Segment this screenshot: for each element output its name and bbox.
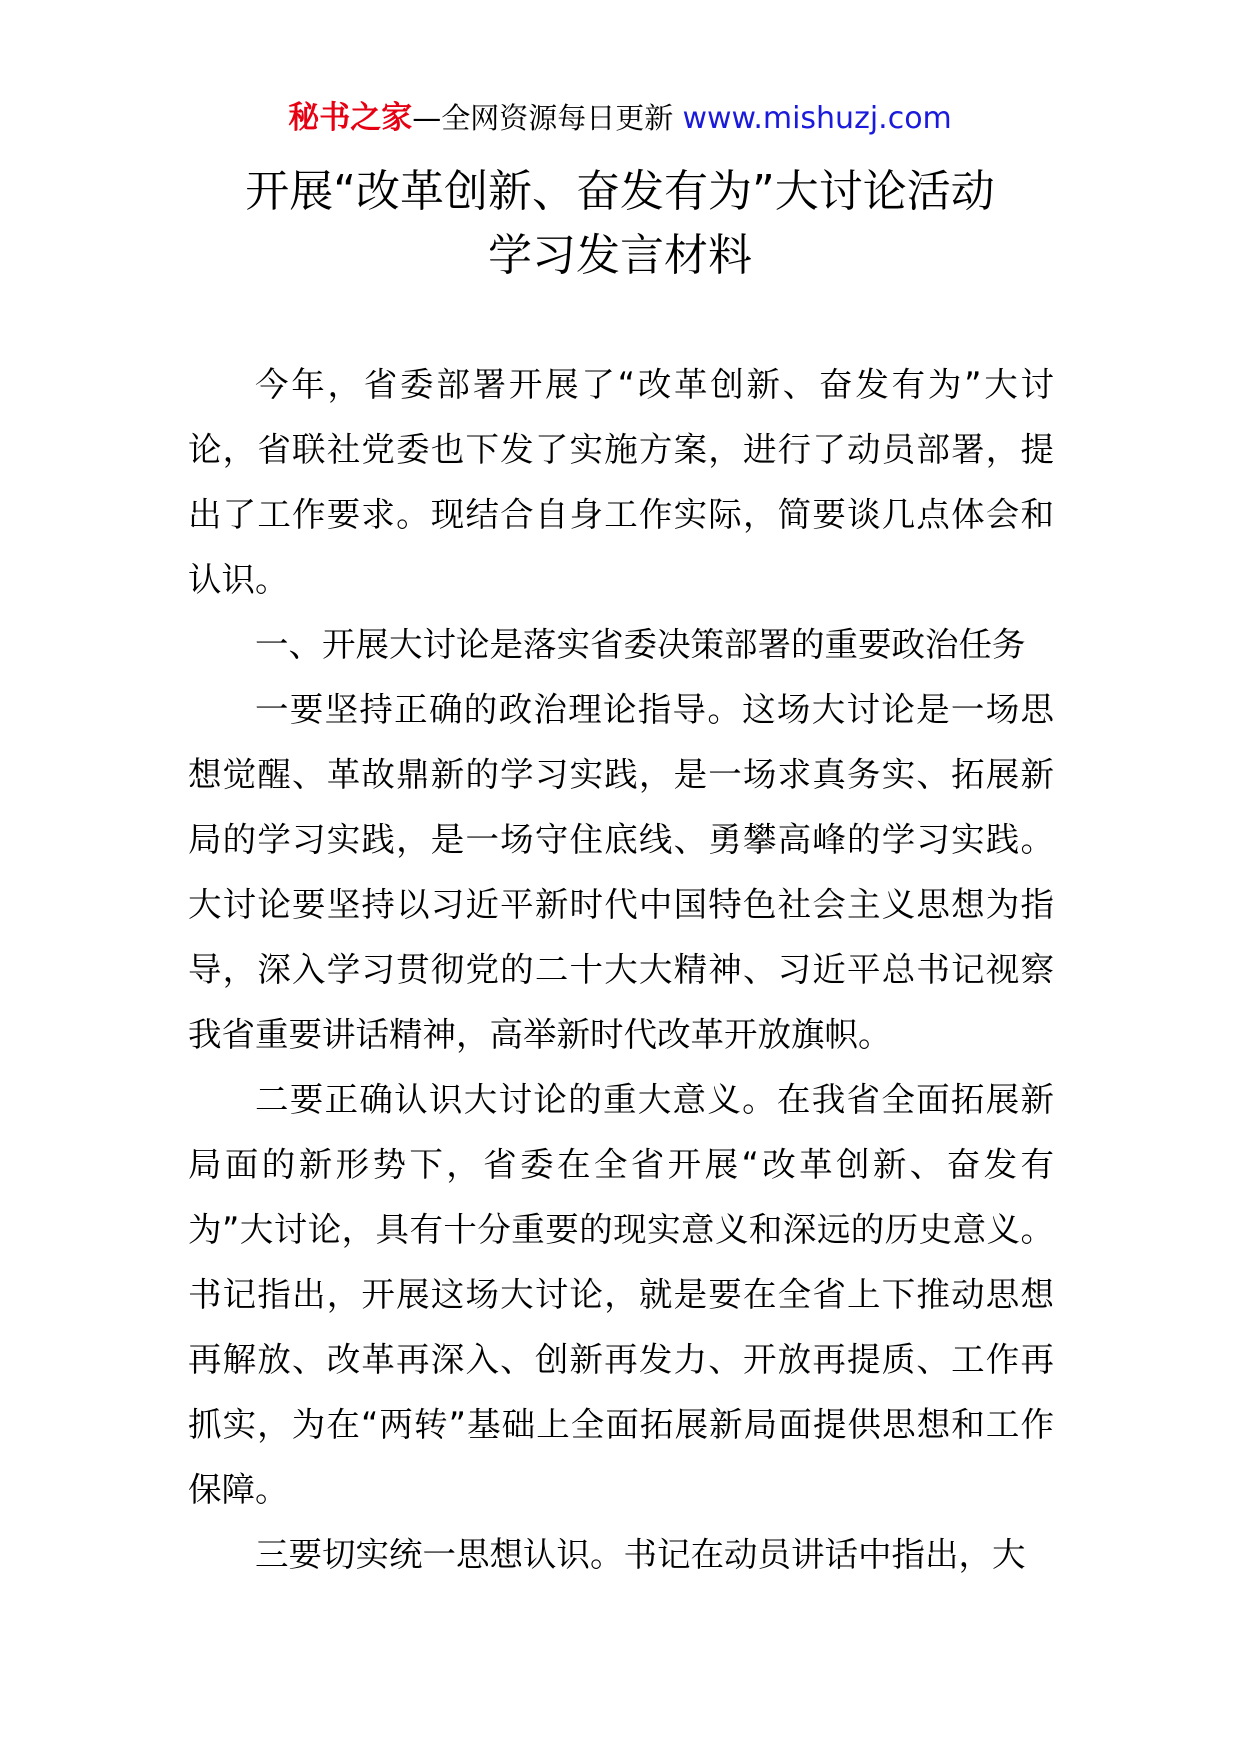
site-header bbox=[0, 98, 1240, 139]
paragraph-point-2: 二要正确认识大讨论的重大意义。在我省全面拓展新局面的新形势下，省委在全省开展“改革创新、奋发有为”大讨论，具有十分重要的现实意义和深远的历史意义。书记指出，开展这场大讨论，就是要在全省上下推动思想再解放、改革再深入、创新再发力、开放再提质、工作再抓实，为在“两转”基础上全面拓展新局面提供思想和工作保障。 bbox=[188, 1080, 1054, 1509]
document-title bbox=[0, 160, 1240, 288]
paragraph-intro: 今年，省委部署开展了“改革创新、奋发有为”大讨论，省联社党委也下发了实施方案，进行了动员部署，提出了工作要求。现结合自身工作实际，简要谈几点体会和认识。 bbox=[188, 365, 1054, 599]
header-tagline: —全网资源每日更新 bbox=[412, 101, 674, 135]
site-url-link[interactable]: www.mishuzj.com bbox=[682, 101, 952, 136]
title-line-1: 开展“改革创新、奋发有为”大讨论活动 bbox=[245, 166, 995, 217]
brand-name: 秘书之家 bbox=[288, 100, 413, 136]
paragraph-point-3: 三要切实统一思想认识。书记在动员讲话中指出，大 bbox=[255, 1535, 1026, 1574]
document-body bbox=[188, 352, 1054, 1587]
section-heading-1: 一、开展大讨论是落实省委决策部署的重要政治任务 bbox=[255, 625, 1026, 664]
title-line-2: 学习发言材料 bbox=[488, 230, 752, 281]
paragraph-point-1: 一要坚持正确的政治理论指导。这场大讨论是一场思想觉醒、革故鼎新的学习实践，是一场求真务实、拓展新局的学习实践，是一场守住底线、勇攀高峰的学习实践。大讨论要坚持以习近平新时代中国特色社会主义思想为指导，深入学习贯彻党的二十大大精神、习近平总书记视察我省重要讲话精神，高举新时代改革开放旗帜。 bbox=[188, 690, 1054, 1054]
